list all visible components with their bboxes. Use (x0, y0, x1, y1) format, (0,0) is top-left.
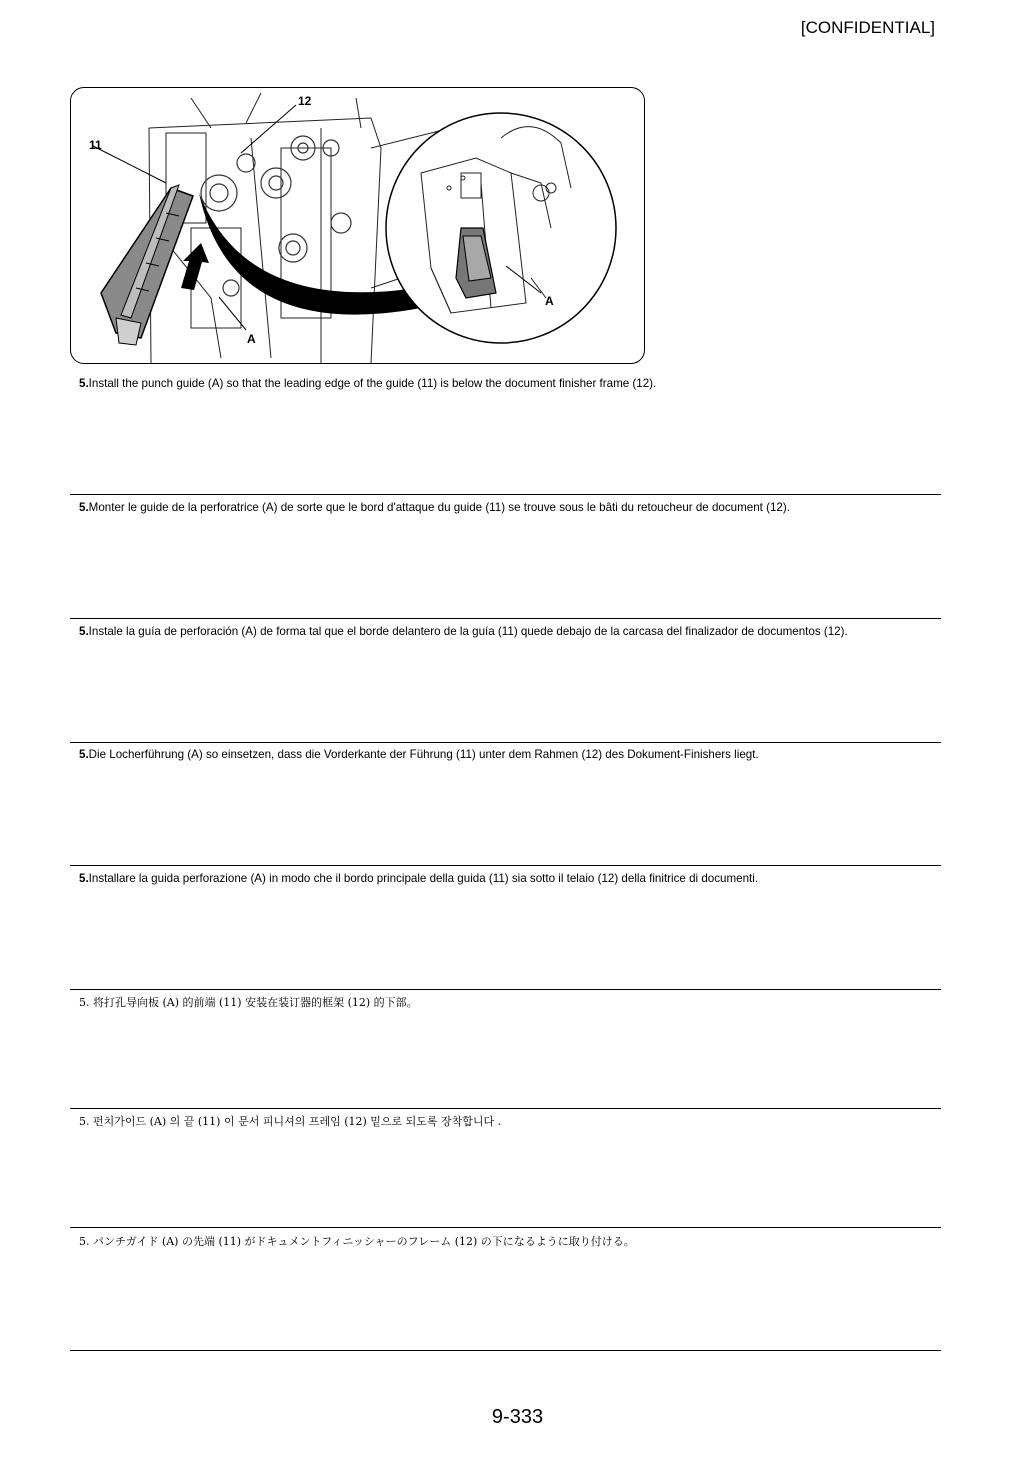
step-number: 5. (79, 501, 89, 514)
step-text: Instale la guía de perforación (A) de forma tal que el borde delantero de la guía (11) quede debajo de la carcasa del finalizador de documentos (12). (88, 625, 848, 638)
callout-11: 11 (89, 138, 102, 152)
step-text: Monter le guide de la perforatrice (A) de sorte que le bord d'attaque du guide (11) se trouve sous le bâti du retoucheur de document (12). (88, 501, 790, 514)
step-text: Install the punch guide (A) so that the leading edge of the guide (11) is below the document finisher frame (12). (88, 377, 657, 390)
step-number: 5. (79, 1235, 90, 1248)
step-text: Installare la guida perforazione (A) in modo che il bordo principale della guida (11) sia sotto il telaio (12) della finitrice di documenti. (88, 872, 759, 885)
instruction-step-de (70, 748, 941, 866)
step-number: 5. (79, 996, 90, 1009)
instruction-step-it (70, 872, 941, 990)
callout-a-main: A (247, 332, 256, 346)
step-text: 펀치가이드 (A) 의 끝 (11) 이 문서 피니셔의 프레임 (12) 밑으로 되도록 장착합니다 . (93, 1115, 502, 1128)
step-number: 5. (79, 748, 89, 761)
step-text: 将打孔导向板 (A) 的前端 (11) 安装在装订器的框架 (12) 的下部。 (93, 996, 418, 1009)
instruction-step-zh (70, 996, 941, 1109)
page-number: 9-333 (491, 1406, 544, 1428)
callout-a-inset: A (545, 294, 554, 308)
step-number: 5. (79, 625, 89, 638)
instruction-step-ja (70, 1235, 941, 1351)
installation-illustration (70, 87, 645, 364)
step-text: パンチガイド (A) の先端 (11) がドキュメントフィニッシャーのフレーム (12) の下になるように取り付ける。 (93, 1235, 635, 1248)
confidential-label: [CONFIDENTIAL] (800, 18, 935, 37)
instruction-step-es (70, 625, 941, 743)
instruction-step-fr (70, 501, 941, 619)
punch-guide-diagram (71, 88, 644, 363)
instruction-step-en (70, 377, 941, 495)
step-text: Die Locherführung (A) so einsetzen, dass die Vorderkante der Führung (11) unter dem Rahmen (12) des Dokument-Finishers liegt. (88, 748, 759, 761)
step-number: 5. (79, 872, 89, 885)
callout-12: 12 (298, 94, 312, 108)
instruction-step-ko (70, 1115, 941, 1228)
step-number: 5. (79, 1115, 90, 1128)
step-number: 5. (79, 377, 89, 390)
